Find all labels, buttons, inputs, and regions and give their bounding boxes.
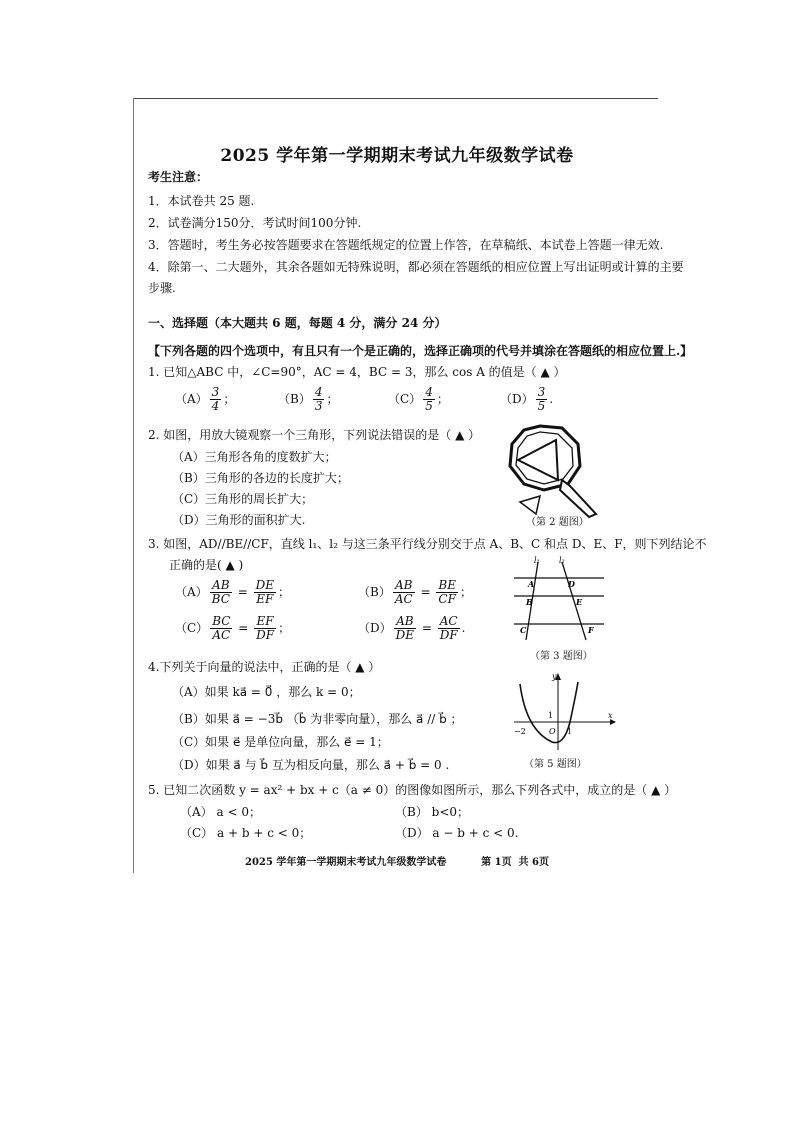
option-label: （B） — [278, 392, 311, 406]
q3-option-d: （D） $\frac{AB}{DE}$ = $\frac{AC}{DF}$ . — [358, 614, 466, 642]
fraction — [210, 386, 222, 413]
q2-option-d: （D）三角形的面积扩大. — [172, 513, 306, 527]
q5-caption: （第 5 题图） — [524, 759, 587, 770]
notice-item: 1．本试卷共 25 题. — [148, 194, 255, 208]
q4-stem: 4.下列关于向量的说法中，正确的是（ ▲ ） — [148, 660, 381, 674]
label-y: y — [552, 672, 557, 681]
numerator: AB — [394, 615, 416, 629]
point-c: C — [520, 625, 527, 635]
q1-stem: 1. 已知△ABC 中，∠C=90°，AC = 4，BC = 3，那么 cos A 的值是（ ▲ ） — [148, 365, 566, 379]
page-footer: 2025 学年第一学期期末考试九年级数学试卷 第 1页 共 6页 — [245, 857, 549, 868]
denominator: AC — [212, 628, 231, 642]
q3-option-b: （B） $\frac{AB}{AC}$ = $\frac{BE}{CF}$ ； — [358, 578, 472, 606]
q5-option-d: （D） a − b + c < 0. — [395, 826, 519, 840]
parallel-lines-figure — [508, 556, 608, 646]
q1-option-c — [388, 386, 449, 413]
option-label: （C） — [175, 621, 209, 635]
fraction — [423, 386, 435, 413]
option-tail: . — [461, 621, 466, 635]
denominator: AC — [394, 592, 413, 606]
label-x: x — [608, 711, 613, 720]
parabola-figure — [506, 670, 616, 752]
numerator: 3 — [211, 385, 220, 399]
fraction — [210, 579, 232, 606]
magnifier-figure — [500, 418, 600, 518]
section-instruction: 【下列各题的四个选项中，有且只有一个是正确的，选择正确项的代号并填涂在答题纸的相应位置上.】 — [148, 344, 693, 358]
fraction — [394, 615, 416, 642]
q1-option-d — [500, 386, 553, 413]
q5-option-a: （A） a < 0； — [180, 805, 261, 819]
option-tail: ； — [459, 585, 472, 599]
option-label: （A） — [175, 585, 208, 599]
label-origin: O — [549, 727, 556, 736]
denominator: EF — [256, 592, 274, 606]
point-a: A — [528, 579, 535, 589]
q3-stem-line2: 正确的是( ▲ ) — [169, 558, 244, 572]
q2-caption: （第 2 题图） — [526, 517, 589, 528]
fraction — [438, 615, 460, 642]
q2-option-b: （B）三角形的各边的长度扩大； — [172, 471, 349, 485]
option-tail: . — [549, 392, 554, 406]
fraction — [313, 386, 325, 413]
numerator: BE — [438, 578, 456, 592]
q3-option-c: （C） $\frac{BC}{AC}$ = $\frac{EF}{DF}$ ； — [175, 614, 291, 642]
q1-option-b — [278, 386, 338, 413]
q3-caption: （第 3 题图） — [530, 651, 593, 662]
option-tail: ； — [436, 392, 449, 406]
numerator: AB — [393, 579, 415, 593]
q2-option-c: （C）三角形的周长扩大； — [172, 492, 314, 506]
q5-stem: 5. 已知二次函数 y = ax² + bx + c（a ≠ 0）的图像如图所示，那么下列各式中，成立的是（ ▲ ） — [148, 783, 677, 797]
lens-inner-ring — [516, 432, 573, 484]
numerator: AB — [210, 579, 232, 593]
q3-stem-line1: 3. 如图，AD//BE//CF，直线 l₁、l₂ 与这三条平行线分别交于点 A、B、C 和点 D、E、F，则下列结论不 — [148, 537, 707, 551]
notice-item: 3．答题时，考生务必按答题要求在答题纸规定的位置上作答，在草稿纸、本试卷上答题一律无效. — [148, 238, 664, 252]
fraction — [436, 579, 458, 606]
denominator: DF — [439, 628, 458, 642]
option-label: （D） — [358, 621, 392, 635]
q2-stem: 2. 如图，用放大镜观察一个三角形，下列说法错误的是（ ▲ ） — [148, 428, 481, 442]
option-tail: ； — [223, 392, 236, 406]
point-f: F — [588, 625, 594, 635]
denominator: CF — [438, 592, 456, 606]
label-l1: l₁ — [534, 556, 540, 565]
denominator: DE — [395, 628, 415, 642]
option-tail: ； — [326, 392, 339, 406]
numerator: 4 — [425, 385, 433, 399]
option-label: （A） — [175, 392, 208, 406]
fraction — [393, 579, 415, 606]
q5-option-b: （B） b<0； — [395, 805, 470, 819]
point-d: D — [568, 579, 575, 589]
numerator: BC — [212, 614, 231, 628]
left-rule — [133, 98, 134, 873]
notice-item: 步骤. — [148, 281, 176, 295]
notice-item: 4．除第一、二大题外，其余各题如无特殊说明，都必须在答题纸的相应位置上写出证明或计算的主要 — [148, 260, 684, 274]
fraction — [210, 615, 232, 642]
numerator: 4 — [314, 385, 323, 399]
option-tail: ； — [277, 585, 290, 599]
point-e: E — [576, 597, 583, 607]
magnified-triangle — [518, 440, 558, 480]
denominator: 5 — [425, 399, 433, 413]
numerator: AC — [438, 615, 460, 629]
numerator: EF — [254, 615, 276, 629]
numerator: DE — [255, 578, 274, 592]
q3-option-a: （A） $\frac{AB}{BC}$ = $\frac{DE}{EF}$ ； — [175, 578, 290, 606]
denominator: DF — [256, 628, 275, 642]
small-triangle — [520, 496, 540, 514]
denominator: 3 — [314, 399, 323, 413]
q4-option-b: （B）如果 a⃗ = −3b⃗ （b⃗ 为非零向量），那么 a⃗ // b⃗ ； — [172, 712, 463, 726]
option-tail: ； — [278, 621, 291, 635]
label-one-y: 1 — [548, 711, 554, 720]
label-l2: l₂ — [559, 556, 565, 565]
denominator: BC — [211, 592, 230, 606]
fraction — [536, 386, 548, 413]
option-label: （D） — [500, 392, 534, 406]
option-label: （C） — [388, 392, 422, 406]
page-title: 2025 学年第一学期期末考试九年级数学试卷 — [220, 146, 574, 166]
label-neg-two: −2 — [514, 727, 526, 736]
q2-option-a: （A）三角形各角的度数扩大； — [172, 450, 337, 464]
notice-item: 2．试卷满分150分．考试时间100分钟. — [148, 216, 362, 230]
q4-option-d: （D）如果 a⃗ 与 b⃗ 互为相反向量，那么 a⃗ + b⃗ = 0 . — [172, 758, 450, 772]
numerator: 3 — [537, 385, 546, 399]
fraction — [254, 615, 276, 642]
q1-option-a — [175, 386, 235, 413]
q5-option-c: （C） a + b + c < 0； — [180, 826, 312, 840]
option-label: （B） — [358, 585, 391, 599]
point-b: B — [526, 597, 533, 607]
section-heading: 一、选择题（本大题共 6 题，每题 4 分，满分 24 分） — [148, 316, 447, 330]
q4-option-a: （A）如果 ka⃗ = 0⃗ ，那么 k = 0； — [172, 685, 361, 699]
magnifier-handle — [560, 480, 596, 517]
fraction — [254, 579, 276, 606]
q4-option-c: （C）如果 e⃗ 是单位向量，那么 e⃗ = 1； — [172, 735, 389, 749]
label-one-x: 1 — [567, 727, 573, 736]
notice-header: 考生注意： — [148, 170, 209, 184]
denominator: 4 — [211, 399, 220, 413]
line-l2 — [562, 562, 586, 640]
top-rule — [133, 98, 658, 99]
denominator: 5 — [537, 399, 546, 413]
